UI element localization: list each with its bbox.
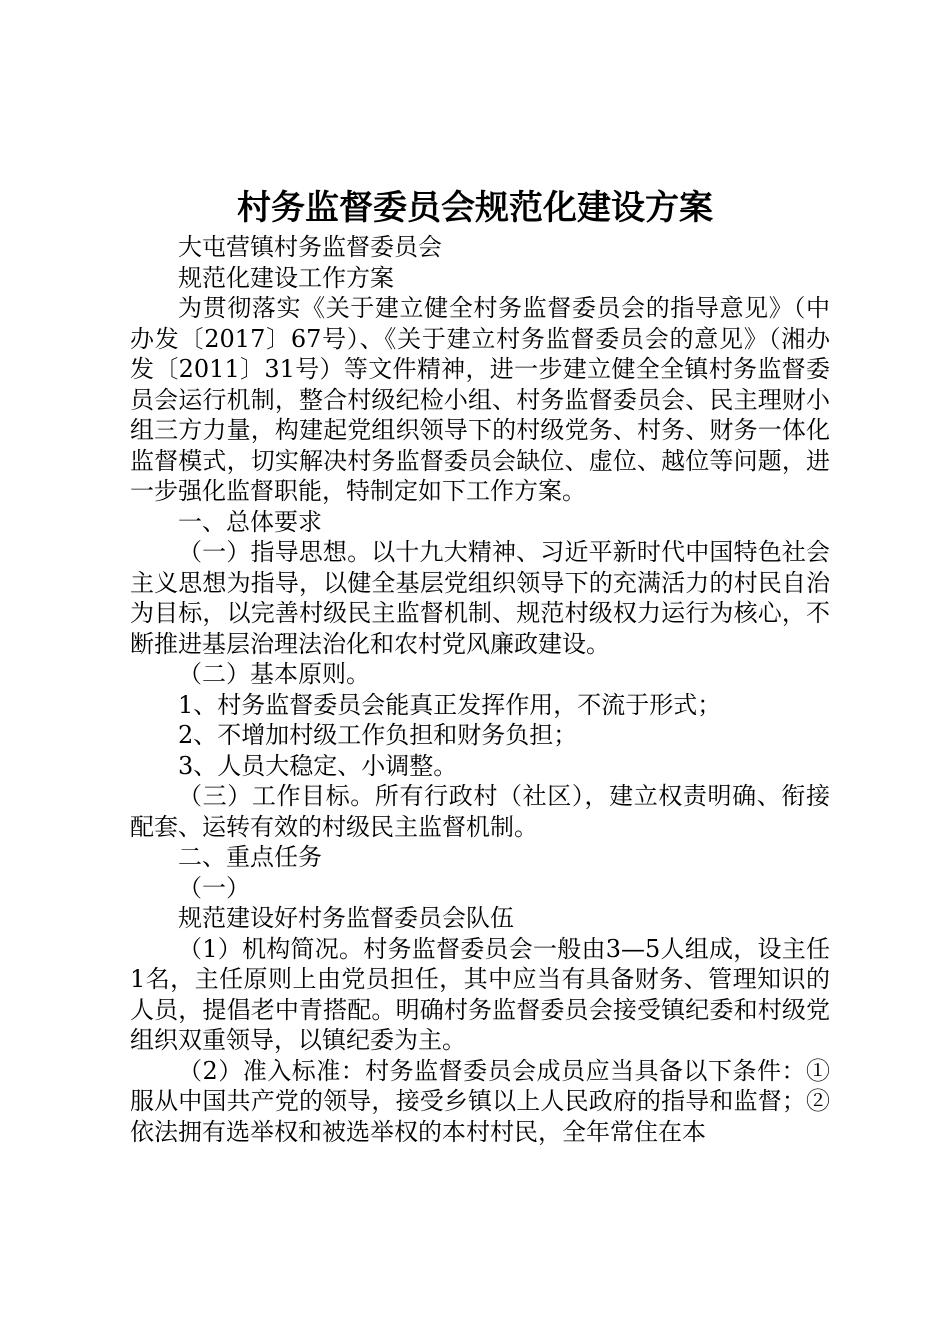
heading-general-requirements: 一、总体要求 [178, 507, 322, 536]
paragraph-work-goals: （三）工作目标。所有行政村（社区），建立权责明确、衔接配套、运转有效的村级民主监督机制。 [130, 782, 830, 841]
heading-task-1-number: （一） [178, 873, 250, 902]
list-item-principle-1: 1、村务监督委员会能真正发挥作用，不流于形式； [178, 690, 722, 719]
document-title: 村务监督委员会规范化建设方案 [237, 188, 713, 228]
paragraph-guiding-ideology: （一）指导思想。以十九大精神、习近平新时代中国特色社会主义思想为指导，以健全基层党组织领导下的充满活力的村民自治为目标，以完善村级民主监督机制、规范村级权力运行为核心，不断推进基层治理法治化和农村党风廉政建设。 [130, 538, 830, 658]
list-item-principle-2: 2、不增加村级工作负担和财务负担； [178, 721, 578, 749]
paragraph-subtitle-plan: 规范化建设工作方案 [178, 263, 394, 292]
document-body [130, 232, 830, 1147]
heading-task-1-title: 规范建设好村务监督委员会队伍 [178, 904, 514, 932]
paragraph-organization-overview: （1）机构简况。村务监督委员会一般由3—5人组成，设主任1名，主任原则上由党员担任，其中应当有具备财务、管理知识的人员，提倡老中青搭配。明确村务监督委员会接受镇纪委和村级党组织双重领导，以镇纪委为主。 [130, 934, 830, 1054]
heading-basic-principles: （二）基本原则。 [178, 660, 370, 688]
paragraph-intro: 为贯彻落实《关于建立健全村务监督委员会的指导意见》（中办发〔2017〕67号）、《关于建立村务监督委员会的意见》（湘办发〔2011〕31号）等文件精神，进一步建立健全全镇村务监督委员会运行机制，整合村级纪检小组、村务监督委员会、民主理财小组三方力量，构建起党组织领导下的村级党务、村务、财务一体化监督模式，切实解决村务监督委员会缺位、虚位、越位等问题，进一步强化监督职能，特制定如下工作方案。 [130, 294, 830, 505]
heading-key-tasks: 二、重点任务 [178, 843, 322, 871]
paragraph-subtitle-org: 大屯营镇村务监督委员会 [178, 233, 442, 261]
list-item-principle-3: 3、人员大稳定、小调整。 [178, 751, 458, 780]
paragraph-admission-criteria: （2）准入标准：村务监督委员会成员应当具备以下条件：①服从中国共产党的领导，接受乡镇以上人民政府的指导和监督；②依法拥有选举权和被选举权的本村村民，全年常住在本 [130, 1056, 830, 1146]
